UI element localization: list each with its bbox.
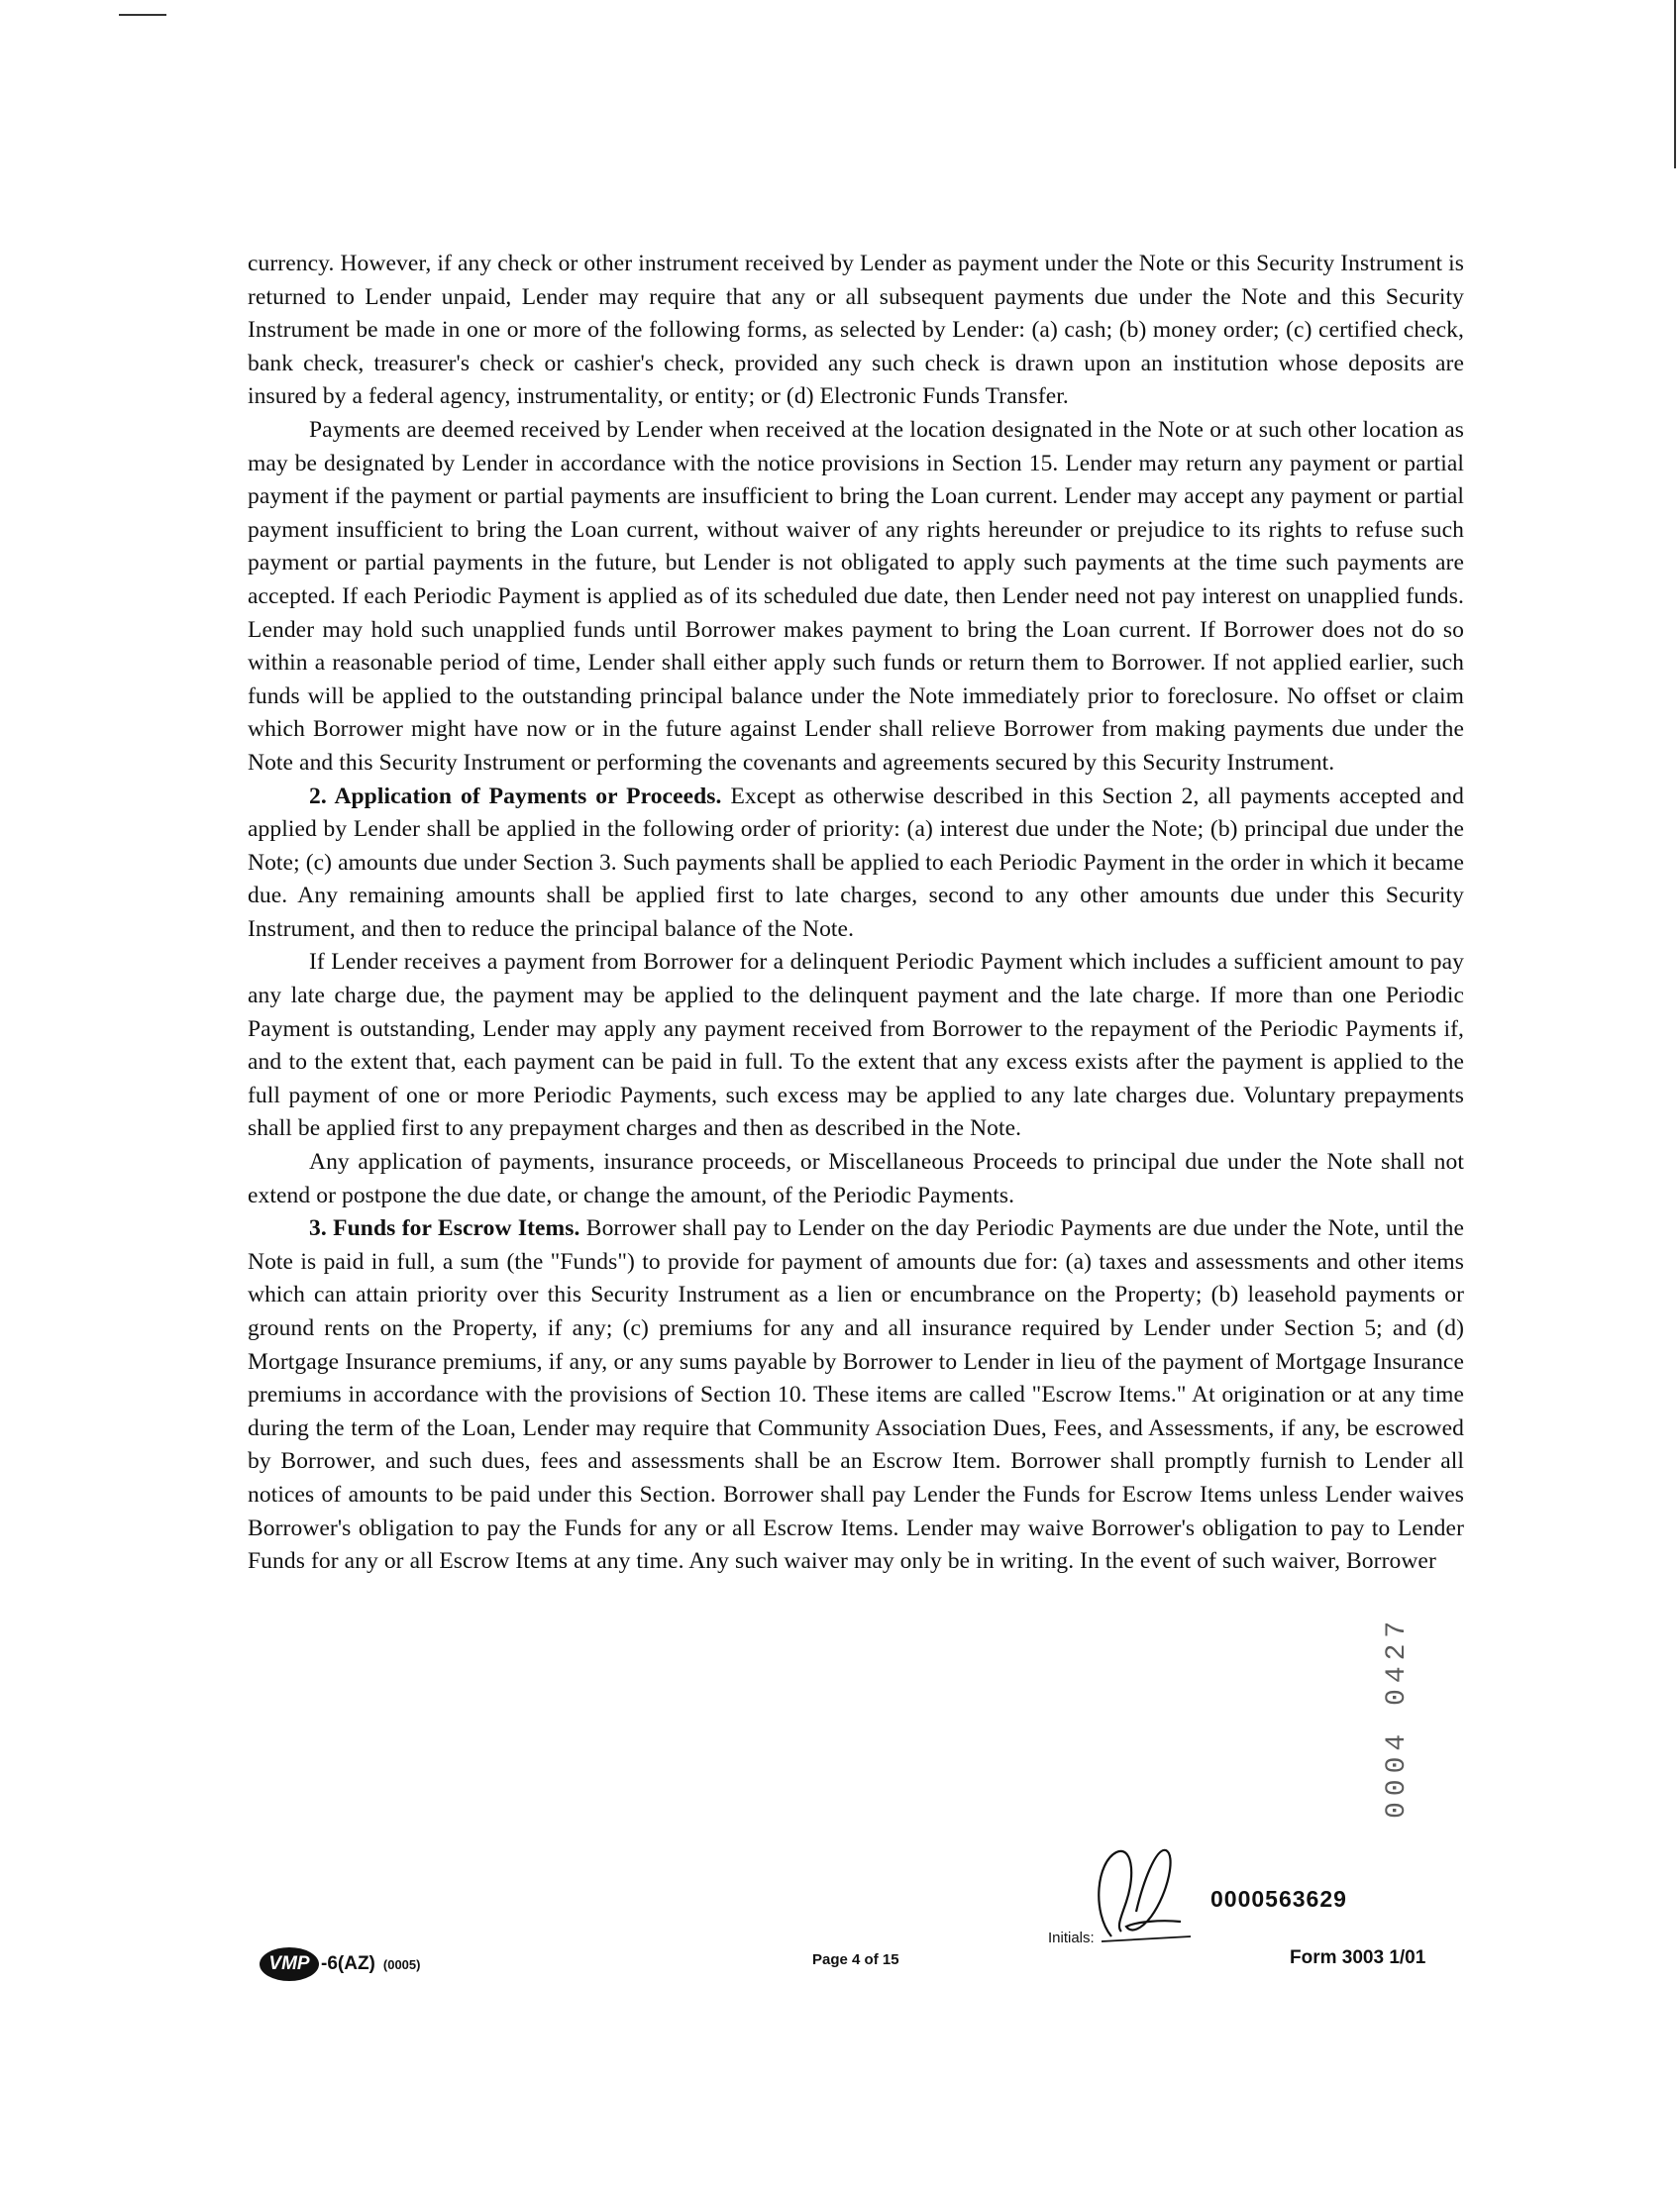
loan-number: 0000563629 bbox=[1210, 1886, 1347, 1912]
paragraph-1 bbox=[248, 248, 1464, 414]
form-code bbox=[321, 1953, 420, 1975]
paragraph-text: Payments are deemed received by Lender when received at the location designated in the Note or at such other location as may be designated by Lender in accordance with the notice provisions in Section 15. Lender may return any payment or partial payment if the payment or partial payments are insufficient to bring the Loan current. Lender may accept any payment or partial payment insufficient to bring the Loan current, without waiver of any rights hereunder or prejudice to its rights to refuse such payment or partial payments in the future, but Lender is not obligated to apply such payments at the time such payments are accepted. If each Periodic Payment is applied as of its scheduled due date, then Lender need not pay interest on unapplied funds. Lender may hold such unapplied funds until Borrower makes payment to bring the Loan current. If Borrower does not do so within a reasonable period of time, Lender shall either apply such funds or return them to Borrower. If not applied earlier, such funds will be applied to the outstanding principal balance under the Note immediately prior to foreclosure. No offset or claim which Borrower might have now or in the future against Lender shall relieve Borrower from making payments due under the Note and this Security Instrument or performing the covenants and agreements secured by this Security Instrument. bbox=[248, 416, 1464, 776]
form-number: Form 3003 1/01 bbox=[1290, 1947, 1426, 1968]
paragraph-text: Any application of payments, insurance proceeds, or Miscellaneous Proceeds to principal due under the Note shall not extend or postpone the due date, or change the amount, of the Periodic Payments. bbox=[248, 1149, 1464, 1208]
section-heading: 2. Application of Payments or Proceeds. bbox=[309, 783, 722, 809]
paragraph-text: If Lender receives a payment from Borrower for a delinquent Periodic Payment which includes a sufficient amount to pay any late charge due, the payment may be applied to the delinquent payment and the late charge. If more than one Periodic Payment is outstanding, Lender may apply any payment received from Borrower to the repayment of the Periodic Payments if, and to the extent that, each payment can be paid in full. To the extent that any excess exists after the payment is applied to the full payment of one or more Periodic Payments, such excess may be applied to any late charges due. Voluntary prepayments shall be applied first to any prepayment charges and then as described in the Note. bbox=[248, 949, 1464, 1142]
form-logo bbox=[260, 1947, 420, 1981]
scan-artifact-right-line bbox=[1674, 0, 1676, 168]
paragraph-text: Except as otherwise described in this Section 2, all payments accepted and applied by Lender shall be applied in the following order of priority: (a) interest due under the Note; (b) principal due under the Note; (c) amounts due under Section 3. Such payments shall be applied to each Periodic Payment in the order in which it became due. Any remaining amounts shall be applied first to late charges, second to any other amounts due under this Security Instrument, and then to reduce the principal balance of the Note. bbox=[248, 783, 1464, 942]
side-stamp: 0004 0427 bbox=[1382, 1615, 1413, 1819]
paragraph-6 bbox=[248, 1212, 1464, 1579]
section-heading: 3. Funds for Escrow Items. bbox=[309, 1215, 580, 1242]
form-code-main: -6(AZ) bbox=[321, 1953, 375, 1974]
scan-artifact-top-line bbox=[119, 14, 166, 16]
paragraph-text: currency. However, if any check or other instrument received by Lender as payment under the Note or this Security Instrument is returned to Lender unpaid, Lender may require that any or all subsequent payments due under the Note and this Security Instrument be made in one or more of the following forms, as selected by Lender: (a) cash; (b) money order; (c) certified check, bank check, treasurer's check or cashier's check, provided any such check is drawn upon an institution whose deposits are insured by a federal agency, instrumentality, or entity; or (d) Electronic Funds Transfer. bbox=[248, 251, 1464, 410]
initials-signature bbox=[1082, 1842, 1210, 1951]
vmp-logo: VMP bbox=[260, 1947, 319, 1981]
paragraph-4 bbox=[248, 946, 1464, 1146]
page-number: Page 4 of 15 bbox=[812, 1951, 899, 1968]
form-code-date: (0005) bbox=[382, 1957, 421, 1972]
document-body bbox=[248, 248, 1464, 1579]
paragraph-3 bbox=[248, 781, 1464, 947]
paragraph-5 bbox=[248, 1146, 1464, 1212]
initials-label: Initials: bbox=[1048, 1930, 1095, 1946]
paragraph-2 bbox=[248, 414, 1464, 781]
paragraph-text: Borrower shall pay to Lender on the day Periodic Payments are due under the Note, until the Note is paid in full, a sum (the "Funds") to provide for payment of amounts due for: (a) taxes and assessments and other items which can attain priority over this Security Instrument as a lien or encumbrance on the Property; (b) leasehold payments or ground rents on the Property, if any; (c) premiums for any and all insurance required by Lender under Section 5; and (d) Mortgage Insurance premiums, if any, or any sums payable by Borrower to Lender in lieu of the payment of Mortgage Insurance premiums in accordance with the provisions of Section 10. These items are called "Escrow Items." At origination or at any time during the term of the Loan, Lender may require that Community Association Dues, Fees, and Assessments, if any, be escrowed by Borrower, and such dues, fees and assessments shall be an Escrow Item. Borrower shall promptly furnish to Lender all notices of amounts to be paid under this Section. Borrower shall pay Lender the Funds for Escrow Items unless Lender waives Borrower's obligation to pay the Funds for any or all Escrow Items. Lender may waive Borrower's obligation to pay to Lender Funds for any or all Escrow Items at any time. Any such waiver may only be in writing. In the event of such waiver, Borrower bbox=[248, 1215, 1464, 1575]
